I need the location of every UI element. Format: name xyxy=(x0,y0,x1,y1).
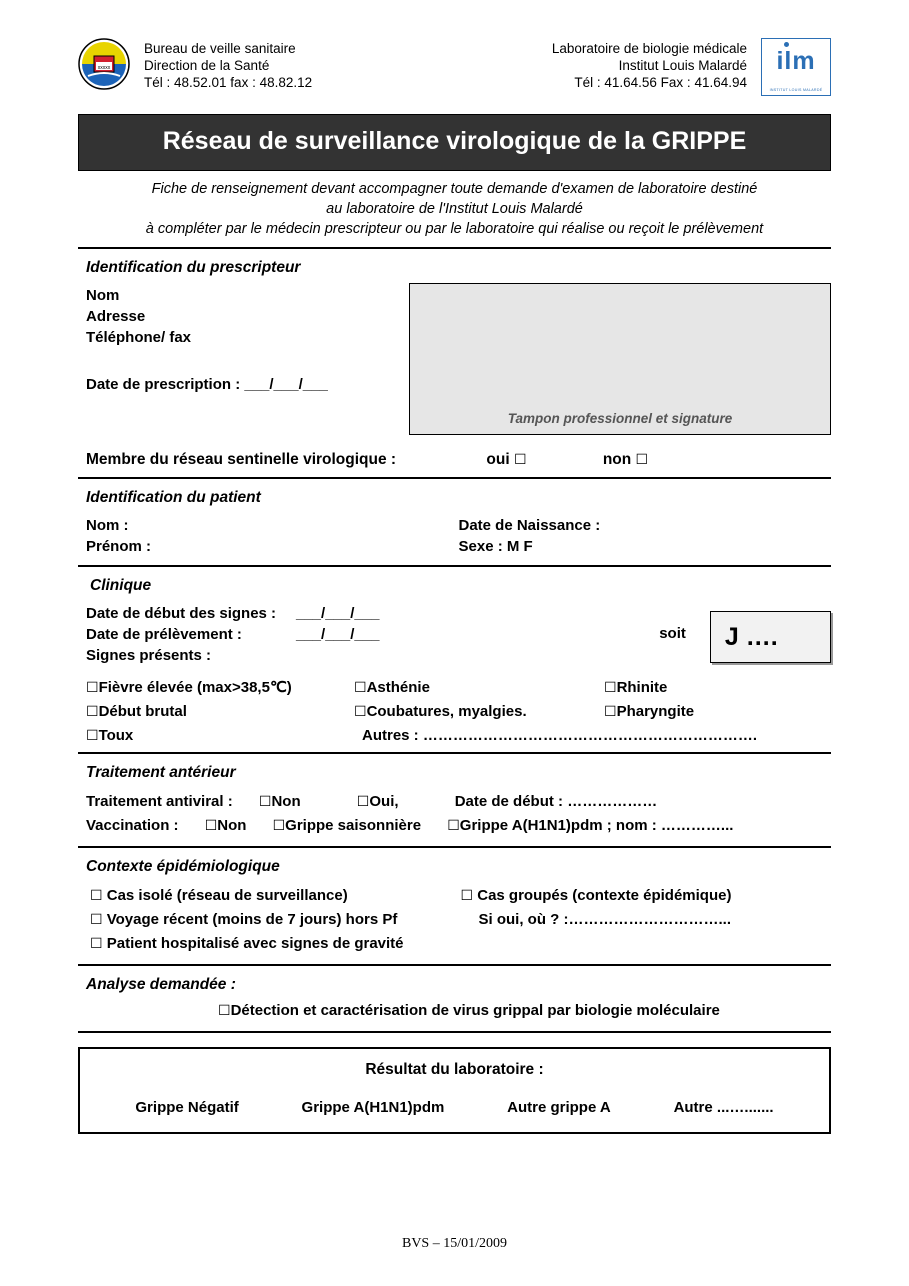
sign-label: Fièvre élevée (max>38,5℃) xyxy=(98,679,292,696)
prescripteur-adresse-label: Adresse xyxy=(86,308,146,325)
section-title-patient: Identification du patient xyxy=(86,489,261,506)
resultat-option[interactable]: Grippe Négatif xyxy=(135,1099,239,1116)
section-title-contexte: Contexte épidémiologique xyxy=(86,858,280,875)
contexte-label: Voyage récent (moins de 7 jours) hors Pf xyxy=(106,911,398,928)
checkbox-icon[interactable]: ☐ xyxy=(272,818,286,834)
ilm-logo-icon xyxy=(761,38,831,96)
svg-text:xxxxx: xxxxx xyxy=(97,65,111,71)
resultat-options-row xyxy=(80,1099,829,1116)
prescripteur-telephone-label: Téléphone/ fax xyxy=(86,329,192,346)
antiviral-date-field[interactable]: Date de début : ……………… xyxy=(454,793,658,810)
resultat-title: Résultat du laboratoire : xyxy=(365,1061,544,1078)
section-prescripteur xyxy=(78,249,831,479)
checkbox-icon[interactable]: ☐ xyxy=(86,704,99,720)
prescripteur-fields xyxy=(78,285,409,435)
header-left-block xyxy=(78,38,424,91)
antiviral-oui-option[interactable] xyxy=(357,790,399,814)
checkbox-icon[interactable]: ☐ xyxy=(604,680,617,696)
stamp-placeholder-text: Tampon professionnel et signature xyxy=(507,411,733,426)
section-title-traitement: Traitement antérieur xyxy=(86,764,236,781)
checkbox-icon[interactable]: ☐ xyxy=(90,888,103,904)
j-delay-box[interactable]: J …. xyxy=(710,611,831,663)
sign-item[interactable] xyxy=(604,676,804,700)
date-prelevement-value: ___/___/___ xyxy=(296,626,380,643)
sign-item[interactable] xyxy=(86,676,354,700)
vaccination-non-label: Non xyxy=(217,817,247,834)
section-contexte xyxy=(78,848,831,966)
contexte-item[interactable] xyxy=(90,932,461,956)
sign-label: Toux xyxy=(98,727,134,744)
sign-label: Début brutal xyxy=(98,703,187,720)
stamp-signature-box[interactable] xyxy=(409,283,831,435)
sign-item[interactable] xyxy=(86,724,354,748)
sign-label: Pharyngite xyxy=(616,703,695,720)
checkbox-icon[interactable]: ☐ xyxy=(86,728,99,744)
prescripteur-date-field[interactable]: Date de prescription : ___/___/___ xyxy=(86,376,328,393)
header-left-line1: Bureau de veille sanitaire xyxy=(144,41,296,56)
contexte-col-2 xyxy=(461,884,832,956)
sign-item[interactable] xyxy=(354,700,604,724)
contexte-ou-field[interactable]: Si oui, où ? :…………………………... xyxy=(478,911,731,928)
page-title: Réseau de surveillance virologique de la GRIPPE xyxy=(78,114,831,171)
french-polynesia-crest-icon xyxy=(78,38,130,90)
checkbox-icon[interactable]: ☐ xyxy=(218,1003,231,1019)
sign-item[interactable] xyxy=(604,700,804,724)
header-right-line1: Laboratoire de biologie médicale xyxy=(551,41,747,56)
membre-non-option[interactable] xyxy=(603,451,648,469)
header-right-block xyxy=(424,38,831,96)
contexte-item[interactable] xyxy=(90,908,461,932)
resultat-option[interactable]: Autre ...…....... xyxy=(673,1099,774,1116)
checkbox-icon[interactable]: ☐ xyxy=(86,680,99,696)
subtitle-line3: à compléter par le médecin prescripteur ou par le laboratoire qui réalise ou reçoit le prélèvement xyxy=(145,221,764,237)
vaccination-label: Vaccination : xyxy=(86,817,179,834)
clinique-dates xyxy=(86,603,649,666)
section-title-analyse: Analyse demandée : xyxy=(86,976,236,993)
section-title-clinique: Clinique xyxy=(90,577,152,594)
sign-label: Asthénie xyxy=(366,679,430,696)
checkbox-icon[interactable]: ☐ xyxy=(635,452,649,468)
contexte-item[interactable] xyxy=(90,884,461,908)
prescripteur-nom-label: Nom xyxy=(86,287,120,304)
ilm-logo-subtitle: INSTITUT LOUIS MALARDÉ xyxy=(769,88,823,92)
contexte-label: Cas isolé (réseau de surveillance) xyxy=(106,887,348,904)
vaccination-h1n1-option[interactable] xyxy=(447,814,733,838)
autres-signes-field[interactable]: Autres : …………………………………………………………. xyxy=(362,727,758,744)
sign-item[interactable] xyxy=(86,700,354,724)
resultat-laboratoire-box xyxy=(78,1047,831,1134)
subtitle-line1: Fiche de renseignement devant accompagner toute demande d'examen de laboratoire destiné xyxy=(151,181,758,197)
header-right-line3: Tél : 41.64.56 Fax : 41.64.94 xyxy=(574,75,747,90)
antiviral-non-option[interactable] xyxy=(259,790,301,814)
header-left-line3: Tél : 48.52.01 fax : 48.82.12 xyxy=(144,75,313,90)
contexte-label: Cas groupés (contexte épidémique) xyxy=(477,887,732,904)
checkbox-icon[interactable]: ☐ xyxy=(447,818,460,834)
header-left-line2: Direction de la Santé xyxy=(144,58,270,73)
membre-oui-option[interactable] xyxy=(486,451,526,469)
date-debut-signes-value: ___/___/___ xyxy=(296,605,380,622)
vaccination-row xyxy=(78,814,831,838)
health-office-address xyxy=(144,38,312,91)
membre-oui-label: oui xyxy=(486,451,510,468)
analyse-option[interactable] xyxy=(78,1002,831,1019)
patient-naissance-field[interactable]: Date de Naissance : xyxy=(458,517,601,534)
checkbox-icon[interactable]: ☐ xyxy=(204,818,218,834)
vaccination-h1n1-label: Grippe A(H1N1)pdm ; nom : …………... xyxy=(459,817,734,834)
traitement-antiviral-row xyxy=(78,790,831,814)
section-traitement xyxy=(78,754,831,848)
signes-presents-label: Signes présents : xyxy=(86,647,212,664)
checkbox-icon[interactable]: ☐ xyxy=(354,704,367,720)
patient-right-col xyxy=(459,515,832,557)
vaccination-non-option[interactable] xyxy=(205,814,247,838)
patient-sexe-label: Sexe : M F xyxy=(458,538,533,555)
checkbox-icon[interactable]: ☐ xyxy=(258,794,272,810)
page-header xyxy=(0,0,909,96)
checkbox-icon[interactable]: ☐ xyxy=(354,680,367,696)
patient-prenom-field[interactable]: Prénom : xyxy=(86,538,152,555)
contexte-label: Patient hospitalisé avec signes de gravité xyxy=(106,935,404,952)
patient-nom-field[interactable]: Nom : xyxy=(86,517,129,534)
page-subtitle xyxy=(78,179,831,249)
checkbox-icon[interactable]: ☐ xyxy=(90,912,103,928)
antiviral-oui-label: Oui, xyxy=(369,793,399,810)
contexte-item[interactable] xyxy=(461,884,832,908)
date-debut-signes-row[interactable] xyxy=(86,603,649,624)
soit-label: soit xyxy=(659,625,686,642)
date-debut-signes-label: Date de début des signes : xyxy=(86,605,277,622)
analyse-option-label: Détection et caractérisation de virus grippal par biologie moléculaire xyxy=(230,1002,720,1019)
ilm-logo-text: ilm xyxy=(776,47,816,75)
vaccination-saisonniere-option[interactable] xyxy=(273,814,421,838)
traitement-antiviral-label: Traitement antiviral : xyxy=(86,793,233,810)
date-prelevement-row[interactable] xyxy=(86,624,649,645)
vaccination-saisonniere-label: Grippe saisonnière xyxy=(285,817,422,834)
resultat-option[interactable]: Autre grippe A xyxy=(507,1099,611,1116)
membre-non-label: non xyxy=(602,451,632,468)
section-title-prescripteur: Identification du prescripteur xyxy=(86,259,301,276)
membre-reseau-label: Membre du réseau sentinelle virologique : xyxy=(86,451,397,468)
section-clinique xyxy=(78,567,831,754)
membre-reseau-row xyxy=(78,451,831,469)
antiviral-non-label: Non xyxy=(271,793,301,810)
patient-left-col xyxy=(86,515,459,557)
checkbox-icon[interactable]: ☐ xyxy=(604,704,617,720)
resultat-option[interactable]: Grippe A(H1N1)pdm xyxy=(301,1099,445,1116)
checkbox-icon[interactable]: ☐ xyxy=(356,794,370,810)
lab-address xyxy=(552,38,747,91)
sign-label: Rhinite xyxy=(616,679,668,696)
section-analyse xyxy=(78,966,831,1033)
section-patient xyxy=(78,479,831,567)
contexte-col-1 xyxy=(90,884,461,956)
checkbox-icon[interactable]: ☐ xyxy=(460,888,474,904)
date-prelevement-label: Date de prélèvement : xyxy=(86,626,242,643)
checkbox-icon[interactable]: ☐ xyxy=(513,452,527,468)
checkbox-icon[interactable]: ☐ xyxy=(90,936,103,952)
sign-label: Coubatures, myalgies. xyxy=(366,703,527,720)
signes-col-1 xyxy=(86,676,354,748)
header-right-line2: Institut Louis Malardé xyxy=(618,58,747,73)
sign-item[interactable] xyxy=(354,676,604,700)
subtitle-line2: au laboratoire de l'Institut Louis Malardé xyxy=(326,201,583,217)
patient-sexe-field[interactable] xyxy=(459,536,832,557)
page-footer: BVS – 15/01/2009 xyxy=(401,1236,507,1251)
